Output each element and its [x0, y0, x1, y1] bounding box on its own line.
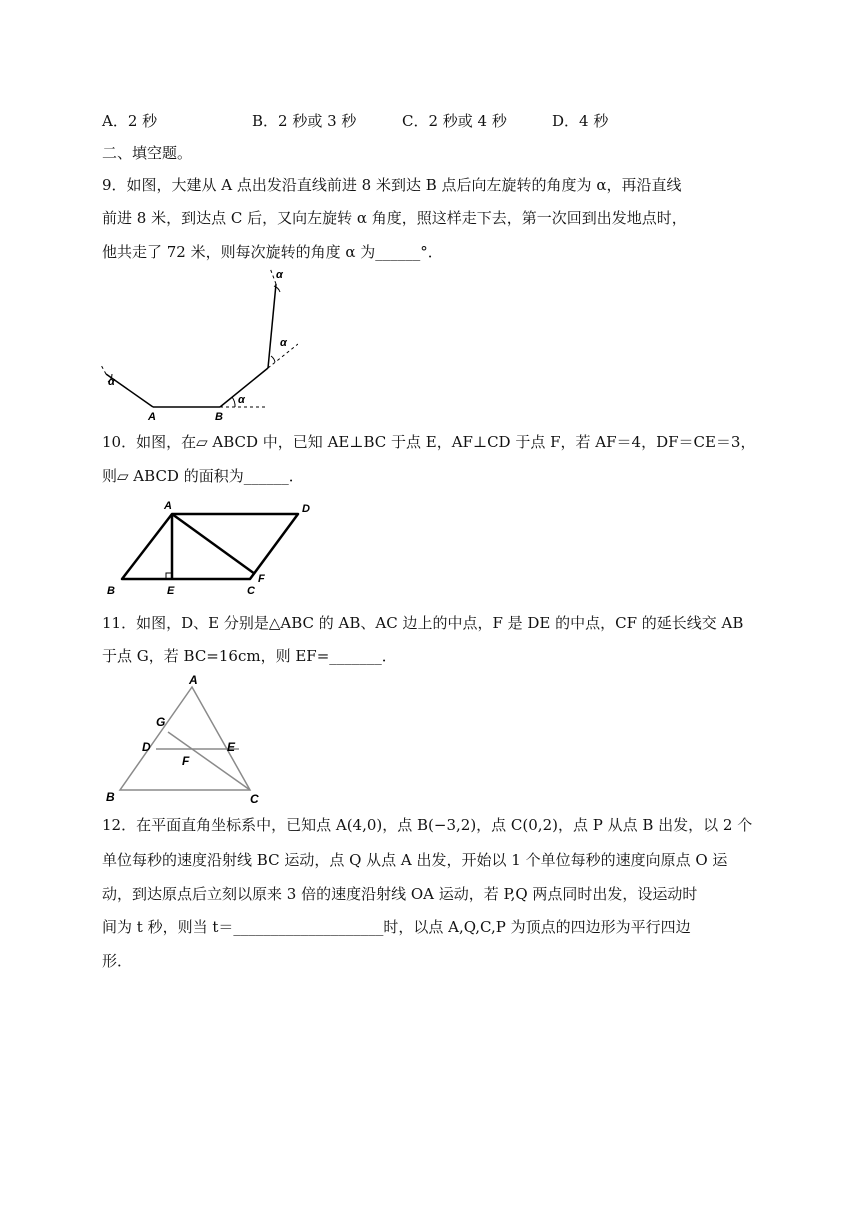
q10-line-2: 则▱ ABCD 的面积为______． [102, 467, 304, 485]
q10-label-d: D [302, 503, 310, 515]
q9-line-3: 他共走了 72 米，则每次旋转的角度 α 为______°． [102, 243, 443, 261]
q11-label-b: B [106, 790, 115, 804]
q11-line-1: 11．如图，D、E 分别是△ABC 的 AB、AC 边上的中点，F 是 DE 的中点，CF 的延长线交 AB [102, 614, 744, 632]
q11-label-g: G [156, 715, 166, 729]
q9-alpha-b: α [238, 394, 245, 406]
q12-line-5: 形． [102, 952, 133, 970]
q9-segment-upper [268, 284, 276, 368]
q12-line-2: 单位每秒的速度沿射线 BC 运动，点 Q 从点 A 出发，开始以 1 个单位每秒的速度向原点 O 运 [102, 851, 728, 869]
choice-a: A．2 秒 [102, 112, 158, 130]
q11-triangle [120, 687, 250, 790]
q11-label-c: C [250, 792, 259, 806]
q11-line-2: 于点 G，若 BC=16cm，则 EF=_______． [102, 647, 397, 665]
q10-label-b: B [107, 585, 115, 597]
q11-label-a: A [189, 673, 198, 687]
q12-line-4: 间为 t 秒，则当 t＝____________________时，以点 A,Q,C,P 为顶点的四边形为平行四边 [102, 918, 691, 936]
q10-label-a: A [164, 500, 172, 512]
q9-label-a: A [148, 411, 156, 423]
q10-label-e: E [167, 585, 175, 597]
choice-b: B．2 秒或 3 秒 [252, 112, 357, 130]
q11-label-d: D [142, 740, 151, 754]
q10-figure [100, 496, 322, 600]
q9-alpha-c: α [280, 337, 287, 349]
choice-c: C．2 秒或 4 秒 [402, 112, 507, 130]
q9-alpha-top: α [276, 269, 283, 281]
q9-line-2: 前进 8 米，到达点 C 后，又向左旋转 α 角度，照这样走下去，第一次回到出发地点时， [102, 209, 687, 227]
q9-figure [98, 262, 298, 424]
q10-parallelogram [122, 514, 298, 579]
q11-label-f: F [182, 754, 190, 768]
q11-segment-gc [168, 732, 250, 790]
q12-line-1: 12．在平面直角坐标系中，已知点 A(4,0)，点 B(−3,2)，点 C(0,2)，点 P 从点 B 出发，以 2 个 [102, 816, 753, 834]
q10-segment-af [172, 514, 255, 574]
q9-label-b: B [215, 411, 223, 423]
q9-alpha-left: α [108, 376, 115, 388]
q9-line-1: 9．如图，大建从 A 点出发沿直线前进 8 米到达 B 点后向左旋转的角度为 α，再沿直线 [102, 176, 682, 194]
q12-line-3: 动，到达原点后立刻以原来 3 倍的速度沿射线 OA 运动，若 P,Q 两点同时出发，设运动时 [102, 885, 698, 903]
q11-label-e: E [227, 740, 236, 754]
q10-label-f: F [258, 573, 265, 585]
q10-label-c: C [247, 585, 255, 597]
choice-d: D．4 秒 [552, 112, 609, 130]
q11-figure [100, 672, 270, 806]
q10-line-1: 10．如图，在▱ ABCD 中，已知 AE⊥BC 于点 E，AF⊥CD 于点 F，若 AF＝4，DF＝CE＝3， [102, 433, 756, 451]
section-title: 二、填空题。 [102, 144, 193, 162]
